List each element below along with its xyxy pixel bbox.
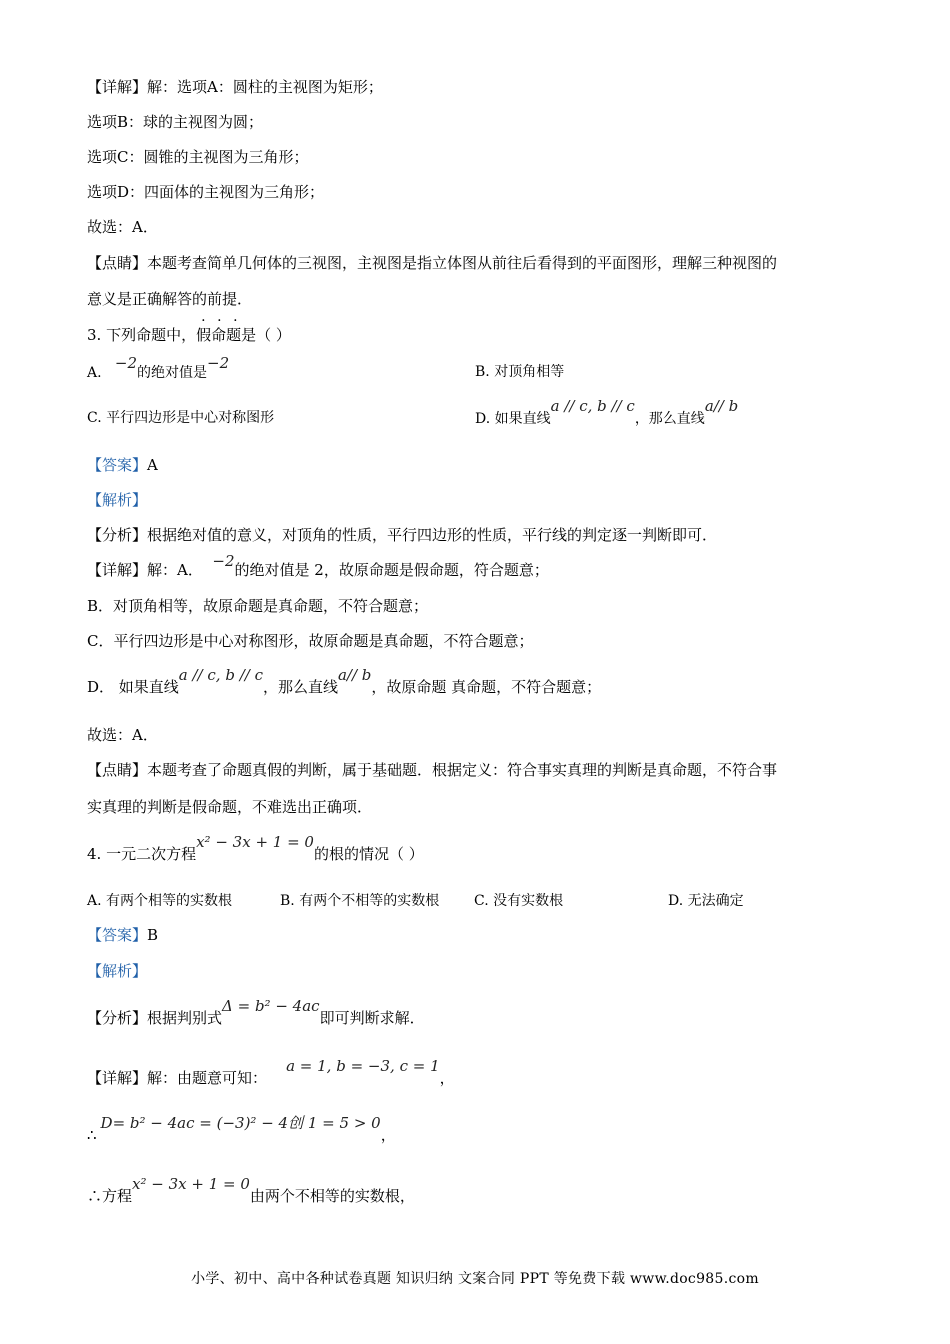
q4-stem (87, 833, 424, 864)
q3-analysis-label: 【解析】 (87, 491, 148, 509)
q4-answer (87, 925, 158, 945)
q3-detail-d (87, 666, 602, 697)
q4-option-d: D. 无法确定 (668, 893, 744, 909)
q4-calculation (87, 1114, 396, 1145)
q3-option-a-math-1: −2 (114, 354, 138, 372)
q4-stem-suffix: 的根的情况（ ） (313, 845, 424, 863)
q4-conclusion-suffix: 由两个不相等的实数根， (249, 1187, 415, 1205)
q3-detail-d-middle: ，那么直线 (262, 678, 338, 696)
q4-analysis-label: 【解析】 (87, 962, 148, 980)
q4-calculation-math: D= b² − 4ac = (−3)² − 4创 1 = 5 > 0 (100, 1114, 381, 1132)
q4-stem-prefix: 4. 一元二次方程 (87, 845, 197, 863)
q4-detail-suffix: ， (439, 1069, 455, 1087)
q4-detail (87, 1057, 455, 1088)
q4-fenxi (87, 997, 425, 1028)
q3-stem-emphasis-text: 假命题 (196, 326, 242, 344)
q2-detail-line-1: 【详解】解：选项A：圆柱的主视图为矩形； (87, 78, 383, 96)
q3-option-c: C. 平行四边形是中心对称图形 (87, 410, 275, 426)
q3-stem-emphasis: · · · 假命题 (196, 313, 242, 344)
q3-option-d-math-1: a // c, b // c (550, 397, 635, 415)
q3-option-d (475, 397, 739, 429)
q3-comment-line-2: 实真理的判断是假命题，不难选出正确项． (87, 798, 373, 816)
q3-option-d-math-2: a// b (704, 397, 739, 415)
q3-detail-c: C．平行四边形是中心对称图形，故原命题是真命题，不符合题意； (87, 632, 534, 650)
q3-option-d-prefix: D. 如果直线 (475, 411, 551, 427)
q3-detail-d-math-2: a// b (337, 666, 372, 684)
q3-option-a-text: 的绝对值是 (137, 365, 208, 381)
q3-answer-value: A (147, 456, 158, 474)
q2-detail-line-2: 选项B：球的主视图为圆； (87, 113, 264, 131)
q3-detail-b: B．对顶角相等，故原命题是真命题，不符合题意； (87, 597, 429, 615)
q4-option-a: A. 有两个相等的实数根 (87, 893, 233, 909)
q3-fenxi: 【分析】根据绝对值的意义，对顶角的性质，平行四边形的性质，平行线的判定逐一判断即可． (87, 526, 718, 544)
q3-answer (87, 455, 158, 475)
q4-fenxi-suffix: 即可判断求解． (319, 1009, 425, 1027)
q3-answer-label: 【答案】 (87, 456, 148, 474)
q4-option-b: B. 有两个不相等的实数根 (280, 893, 440, 909)
q3-detail-a-prefix: 【详解】解：A． (87, 561, 203, 579)
q3-detail-a (87, 552, 549, 580)
q2-detail-line-4: 选项D：四面体的主视图为三角形； (87, 183, 325, 201)
q3-comment-line-1: 【点睛】本题考查了命题真假的判断，属于基础题．根据定义：符合事实真理的判断是真命题，不符合事 (87, 761, 778, 779)
q4-option-c: C. 没有实数根 (474, 893, 564, 909)
q3-detail-d-prefix: D． 如果直线 (87, 678, 179, 696)
q3-detail-d-math-1: a // c, b // c (178, 666, 263, 684)
q3-option-b: B. 对顶角相等 (475, 364, 565, 380)
q3-stem-prefix: 3. 下列命题中， (87, 326, 197, 344)
q3-option-d-middle: ，那么直线 (634, 411, 705, 427)
q3-detail-a-math: −2 (212, 552, 235, 570)
q2-comment-line-1: 【点睛】本题考查简单几何体的三视图，主视图是指立体图从前往后看得到的平面图形，理解三种视图的 (87, 254, 778, 272)
page-footer: 小学、初中、高中各种试卷真题 知识归纳 文案合同 PPT 等免费下载 www.doc985.com (191, 1271, 759, 1287)
q3-option-a-label: A. (87, 365, 102, 381)
q3-stem-suffix: 是（ ） (241, 326, 291, 344)
q4-fenxi-prefix: 【分析】根据判别式 (87, 1009, 223, 1027)
q4-fenxi-math: Δ = b² − 4ac (222, 997, 320, 1015)
q4-detail-prefix: 【详解】解：由题意可知： (87, 1069, 268, 1087)
q4-conclusion-prefix: ∴方程 (87, 1187, 133, 1205)
q4-conclusion-math: x² − 3x + 1 = 0 (132, 1175, 250, 1193)
q3-conclusion: 故选：A． (87, 726, 158, 744)
q4-stem-math: x² − 3x + 1 = 0 (196, 833, 314, 851)
q4-conclusion (87, 1175, 415, 1206)
q4-detail-math: a = 1, b = −3, c = 1 (286, 1057, 440, 1075)
q3-option-a (87, 354, 230, 383)
therefore-symbol: ∴ (87, 1126, 97, 1144)
q3-option-a-math-2: −2 (207, 354, 230, 372)
q4-answer-label: 【答案】 (87, 926, 148, 944)
q3-detail-d-suffix: ，故原命题 真命题，不符合题意； (371, 678, 602, 696)
q2-comment-line-2: 意义是正确解答的前提． (87, 290, 253, 308)
q4-answer-value: B (147, 926, 159, 944)
q3-stem (87, 313, 291, 345)
q3-detail-a-text: 的绝对值是 2，故原命题是假命题，符合题意； (234, 561, 549, 579)
q2-detail-line-3: 选项C：圆锥的主视图为三角形； (87, 148, 309, 166)
q4-calculation-suffix: ， (380, 1126, 396, 1144)
q2-conclusion: 故选：A． (87, 218, 158, 236)
